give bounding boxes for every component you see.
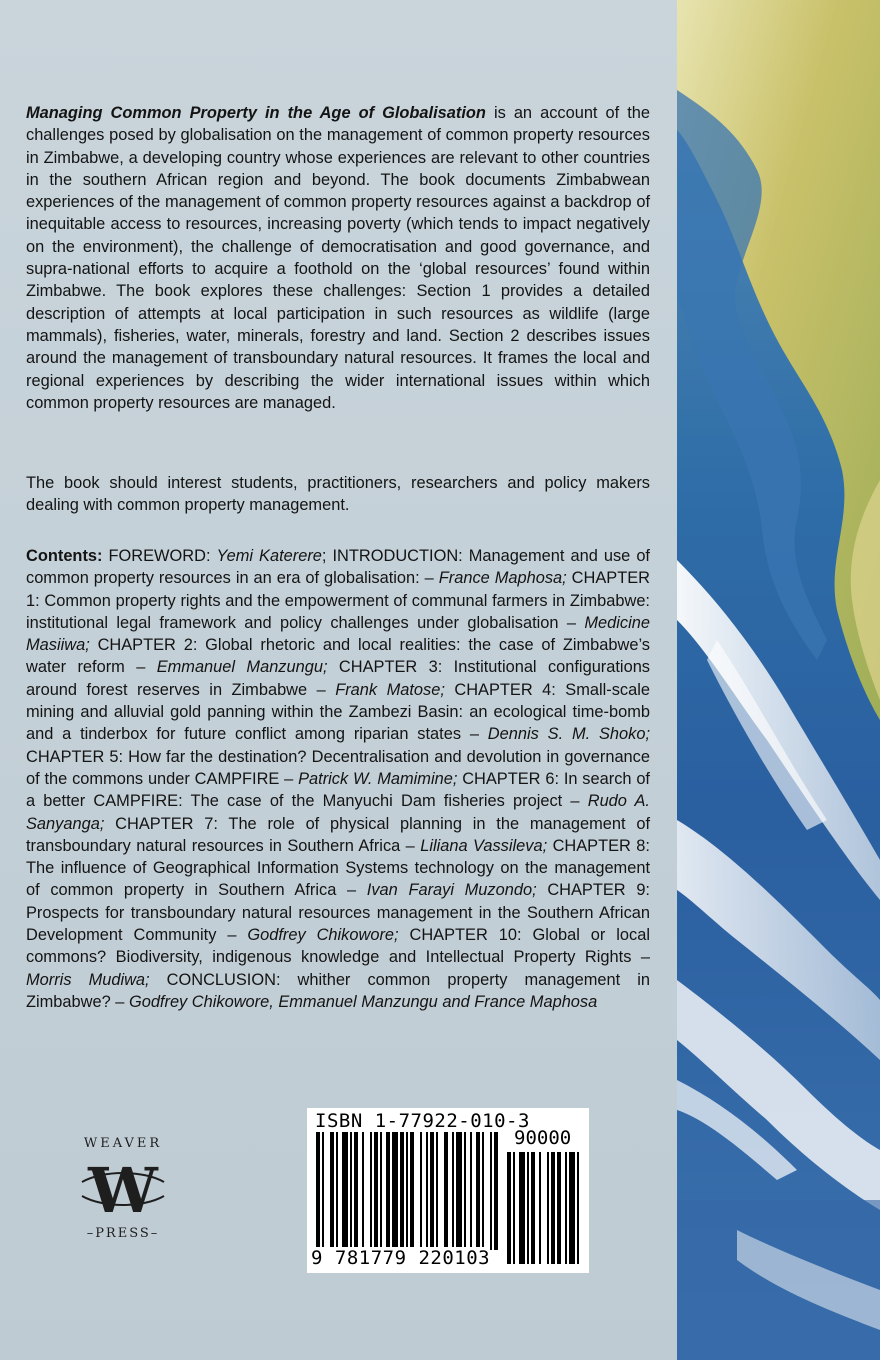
addon-bar xyxy=(551,1152,555,1264)
contents-entry-author: Dennis S. M. Shoko; xyxy=(487,725,651,744)
barcode-bar xyxy=(354,1132,358,1250)
contents-entry-text: CHAPTER 1: Common property rights and the empowerment of communal farmers in Zimbabwe: institutional legal framework and policy challenges under globalisation – xyxy=(26,569,650,632)
contents-entry-author: Yemi Katerere xyxy=(216,547,322,565)
contents-entry-author: Emmanuel Manzungu; xyxy=(156,658,328,677)
contents-entry-text: CHAPTER 4: Small-scale mining and alluvial gold panning within the Zambezi Basin: an ecological time-bomb and a tinderbox for future conflict among riparian states – xyxy=(26,680,651,744)
publisher-name-bottom: –PRESS– xyxy=(86,1226,160,1241)
contents-paragraph xyxy=(26,545,650,1013)
contents-entry-author: Godfrey Chikowore, Emmanuel Manzungu and France Maphosa xyxy=(128,992,598,1011)
addon-bar xyxy=(531,1152,535,1264)
barcode-bar xyxy=(470,1132,472,1250)
barcode-bar xyxy=(322,1132,324,1250)
contents-entry-author: Liliana Vassileva; xyxy=(420,836,548,855)
isbn-barcode xyxy=(307,1108,589,1273)
contents-entry-author: Frank Matose; xyxy=(335,680,445,699)
contents-entry-author: Patrick W. Mamimine; xyxy=(298,769,458,788)
contents-entry-text: CHAPTER 10: Global or local commons? Biodiversity, indigenous knowledge and Intellectual Property Rights – xyxy=(26,926,650,967)
barcode-bar xyxy=(400,1132,404,1250)
barcode-bar xyxy=(392,1132,398,1250)
barcode-bar xyxy=(456,1132,462,1250)
contents-entry-author: Godfrey Chikowore; xyxy=(247,926,399,945)
addon-bar xyxy=(519,1152,525,1264)
contents-entry-author: Ivan Farayi Muzondo; xyxy=(366,881,537,900)
barcode-bar xyxy=(482,1132,484,1250)
contents-entry-text: CHAPTER 9: Prospects for transboundary natural resources management in the Southern African Development Community – xyxy=(26,881,650,945)
ean-digits: 9 781779 220103 xyxy=(311,1247,491,1269)
monogram-letter: W xyxy=(88,1154,158,1226)
audience-paragraph: The book should interest students, practitioners, researchers and policy makers dealing with common property management. xyxy=(26,474,650,515)
barcode-bar xyxy=(380,1132,382,1250)
contents-entry-author: Morris Mudiwa; xyxy=(26,970,150,989)
barcode-bar xyxy=(420,1132,422,1250)
barcode-bar xyxy=(350,1132,352,1250)
barcode-bar xyxy=(476,1132,480,1250)
barcode-bar xyxy=(336,1132,338,1250)
addon-bar xyxy=(527,1152,529,1264)
barcode-bar xyxy=(426,1132,428,1250)
book-title: Managing Common Property in the Age of Globalisation xyxy=(26,104,486,122)
contents-entry-text: CHAPTER 2: Global rhetoric and local realities: the case of Zimbabwe’s water reform – xyxy=(26,636,650,677)
barcode-bar xyxy=(330,1132,334,1250)
addon-bar xyxy=(557,1152,561,1264)
publisher-monogram xyxy=(78,1152,168,1226)
addon-bar xyxy=(565,1152,567,1264)
barcode-bar xyxy=(464,1132,466,1250)
barcode-bar xyxy=(452,1132,454,1250)
contents-entry-text: CHAPTER 5: How far the destination? Decentralisation and devolution in governance of the commons under CAMPFIRE – xyxy=(26,747,650,788)
blurb-text: is an account of the challenges posed by globalisation on the management of common property resources in Zimbabwe, a developing country whose experiences are relevant to other countries in the southern African region and beyond. The book documents Zimbabwean experiences of the management of common property resources against a backdrop of inequitable access to resources, increasing poverty (which tends to impact negatively on the environment), the challenge of democratisation and good governance, and supra-national efforts to acquire a foothold on the ‘global resources’ found within Zimbabwe. The book explores these challenges: Section 1 provides a detailed description of attempts at local participation in such resources as wildlife (large mammals), fisheries, water, minerals, forestry and land. Section 2 describes issues around the management of transboundary natural resources. It frames the local and regional experiences by describing the wider international issues within which common property resources are managed. xyxy=(26,104,650,412)
barcode-bar xyxy=(436,1132,438,1250)
barcode-bar xyxy=(370,1132,372,1250)
contents-entry-text: CHAPTER 8: The influence of Geographical Information Systems technology on the management of common property in Southern Africa – xyxy=(26,836,650,900)
barcode-bar xyxy=(494,1132,498,1250)
contents-label: Contents: xyxy=(26,547,103,565)
addon-bar xyxy=(513,1152,515,1264)
barcode-bar xyxy=(430,1132,434,1250)
contents-entry-author: France Maphosa; xyxy=(438,569,567,588)
satellite-image xyxy=(677,0,880,1360)
barcode-bar xyxy=(362,1132,364,1250)
barcode-bar xyxy=(316,1132,320,1250)
barcode-bar xyxy=(342,1132,348,1250)
publisher-name-top: WEAVER xyxy=(83,1136,163,1151)
contents-entry-text: CONCLUSION: whither common property management in Zimbabwe? – xyxy=(26,970,651,1011)
blurb-paragraph xyxy=(26,102,650,414)
satellite-image-drawing xyxy=(677,0,880,1360)
price-code: 90000 xyxy=(514,1127,572,1149)
barcode-bar xyxy=(374,1132,378,1250)
barcode-bar xyxy=(410,1132,414,1250)
addon-bar xyxy=(507,1152,511,1264)
publisher-logo xyxy=(68,1136,178,1246)
barcode-bar xyxy=(444,1132,448,1250)
addon-bar xyxy=(547,1152,549,1264)
addon-bar xyxy=(569,1152,575,1264)
contents-entry-text: CHAPTER 3: Institutional configurations around forest reserves in Zimbabwe – xyxy=(26,658,651,699)
isbn-number: ISBN 1-77922-010-3 xyxy=(315,1110,530,1132)
contents-entry-author: Medicine Masiiwa; xyxy=(26,613,650,655)
addon-bar xyxy=(539,1152,541,1264)
addon-bar xyxy=(577,1152,579,1264)
contents-entry-text: FOREWORD: xyxy=(102,547,217,565)
barcode-bar xyxy=(406,1132,408,1250)
contents-entry-author: Rudo A. Sanyanga; xyxy=(26,792,650,833)
barcode-bar xyxy=(490,1132,492,1250)
contents-entry-text: CHAPTER 6: In search of a better CAMPFIRE: The case of the Manyuchi Dam fisheries project – xyxy=(26,769,650,811)
barcode-bar xyxy=(386,1132,390,1250)
contents-entry-text: CHAPTER 7: The role of physical planning in the management of transboundary natural resources in Southern Africa – xyxy=(26,814,650,855)
contents-entry-text: ; INTRODUCTION: Management and use of common property resources in an era of globalisation: – xyxy=(26,547,650,588)
